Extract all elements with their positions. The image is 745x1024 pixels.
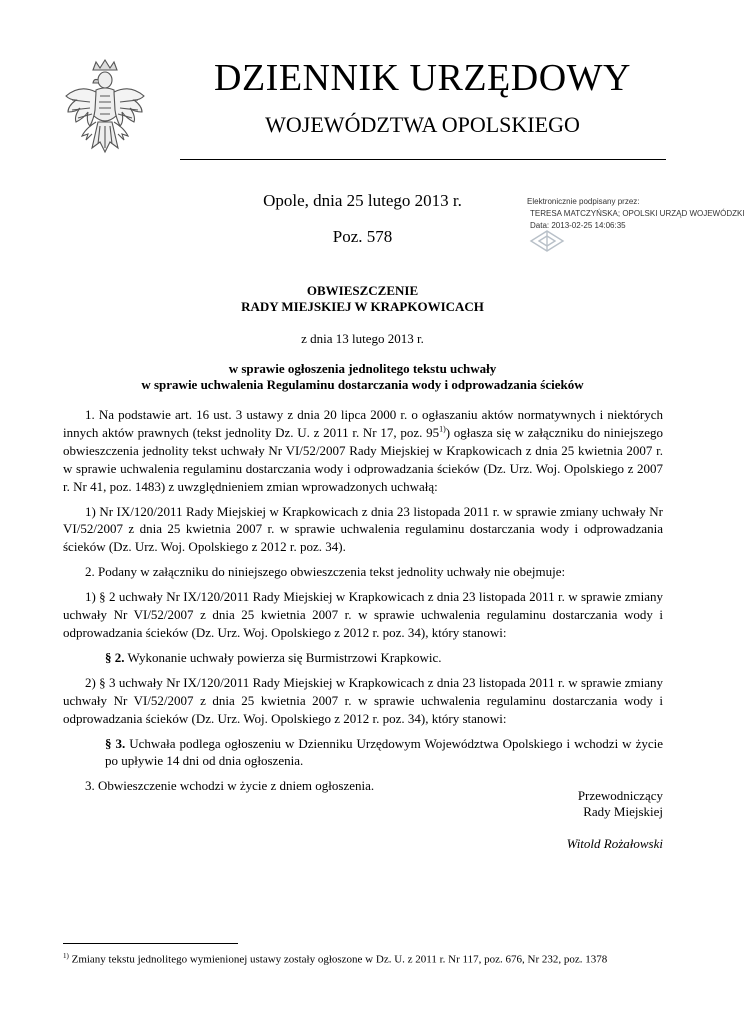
- issue-position: Poz. 578: [332, 227, 393, 246]
- paragraph-1: 1. Na podstawie art. 16 ust. 3 ustawy z dnia 20 lipca 2000 r. o ogłaszaniu aktów normatywnych i niektórych innych aktów prawnych (tekst jednolity Dz. U. z 2011 r. Nr 17, poz. 95$^{1)}$) ogłasza się w załączniku do niniejszego obwieszczenia jednolity tekst uchwały Nr VI/52/2007 Rady Miejskiej w Krapkowicach z dnia 25 kwietnia 2007 r. w sprawie uchwalenia regulaminu dostarczania wody i odprowadzania ścieków (Dz. Urz. Woj. Opolskiego z 2007 r. Nr 41, poz. 1483) z uwzględnieniem zmian wprowadzonych uchwałą:: [63, 407, 663, 494]
- signature-date: Data: 2013-02-25 14:06:35: [530, 221, 626, 230]
- digital-signature-mark-icon: [527, 228, 567, 254]
- quoted-section-3: § 3. Uchwała podlega ogłoszeniu w Dzienniku Urzędowym Województwa Opolskiego i wchodzi w życie po upływie 14 dni od dnia ogłoszenia.: [105, 735, 664, 769]
- quoted-section-2: § 2. Wykonanie uchwały powierza się Burmistrzowi Krapkowic.: [105, 649, 442, 665]
- document-subject-line-1: w sprawie ogłoszenia jednolitego tekstu uchwały: [228, 361, 497, 376]
- signatory-role: Przewodniczący: [577, 788, 663, 803]
- document-date: z dnia 13 lutego 2013 r.: [301, 331, 424, 346]
- paragraph-1-item-1: 1) Nr IX/120/2011 Rady Miejskiej w Krapkowicach z dnia 23 listopada 2011 r. w sprawie zmiany uchwały Nr VI/52/2007 z dnia 25 kwietnia 2007 r. w sprawie uchwalenia regulaminu dostarczania wody i odprowadzania ścieków (Dz. Urz. Woj. Opolskiego z 2012 r. poz. 34).: [63, 503, 663, 555]
- signatory-name: Witold Rożałowski: [566, 836, 663, 851]
- document-subject-line-2: w sprawie uchwalenia Regulaminu dostarczania wody i odprowadzania ścieków: [141, 377, 584, 392]
- document-body: [63, 406, 663, 802]
- journal-title: DZIENNIK URZĘDOWY: [214, 57, 631, 99]
- paragraph-2: 2. Podany w załączniku do niniejszego obwieszczenia tekst jednolity uchwały nie obejmuje:: [85, 564, 566, 580]
- journal-subtitle: WOJEWÓDZTWA OPOLSKIEGO: [265, 112, 580, 137]
- polish-eagle-emblem-icon: [60, 56, 150, 166]
- footnote-reference: 1): [439, 424, 446, 434]
- footnote-marker: 1): [63, 952, 69, 960]
- electronic-signature-block: [527, 194, 745, 258]
- paragraph-2-item-1: 1) § 2 uchwały Nr IX/120/2011 Rady Miejskiej w Krapkowicach z dnia 23 listopada 2011 r. w sprawie zmiany uchwały Nr VI/52/2007 z dnia 25 kwietnia 2007 r. w sprawie uchwalenia regulaminu dostarczania wody i odprowadzania ścieków (Dz. Urz. Woj. Opolskiego z 2012 r. poz. 34), który stanowi:: [63, 589, 663, 640]
- signatory-body: Rady Miejskiej: [583, 804, 663, 819]
- paragraph-2-item-2: 2) § 3 uchwały Nr IX/120/2011 Rady Miejskiej w Krapkowicach z dnia 23 listopada 2011 r. w sprawie zmiany uchwały Nr VI/52/2007 z dnia 25 kwietnia 2007 r. w sprawie uchwalenia regulaminu dostarczania wody i odprowadzania ścieków (Dz. Urz. Woj. Opolskiego z 2012 r. poz. 34), który stanowi:: [63, 674, 663, 726]
- document-organ: RADY MIEJSKIEJ W KRAPKOWICACH: [241, 299, 484, 314]
- issue-date: Opole, dnia 25 lutego 2013 r.: [263, 191, 462, 210]
- footnote-divider: [63, 943, 238, 944]
- document-type: OBWIESZCZENIE: [306, 283, 419, 298]
- header-divider: [180, 159, 666, 160]
- signature-signer: TERESA MATCZYŃSKA; OPOLSKI URZĄD WOJEWÓDZKI: [530, 209, 745, 218]
- footnote: $^{1)}$ Zmiany tekstu jednolitego wymienionej ustawy zostały ogłoszone w Dz. U. z 2011 r. Nr 117, poz. 676, Nr 232, poz. 1378: [63, 952, 608, 966]
- signature-label: Elektronicznie podpisany przez:: [527, 197, 640, 206]
- paragraph-3: 3. Obwieszczenie wchodzi w życie z dniem ogłoszenia.: [85, 778, 375, 794]
